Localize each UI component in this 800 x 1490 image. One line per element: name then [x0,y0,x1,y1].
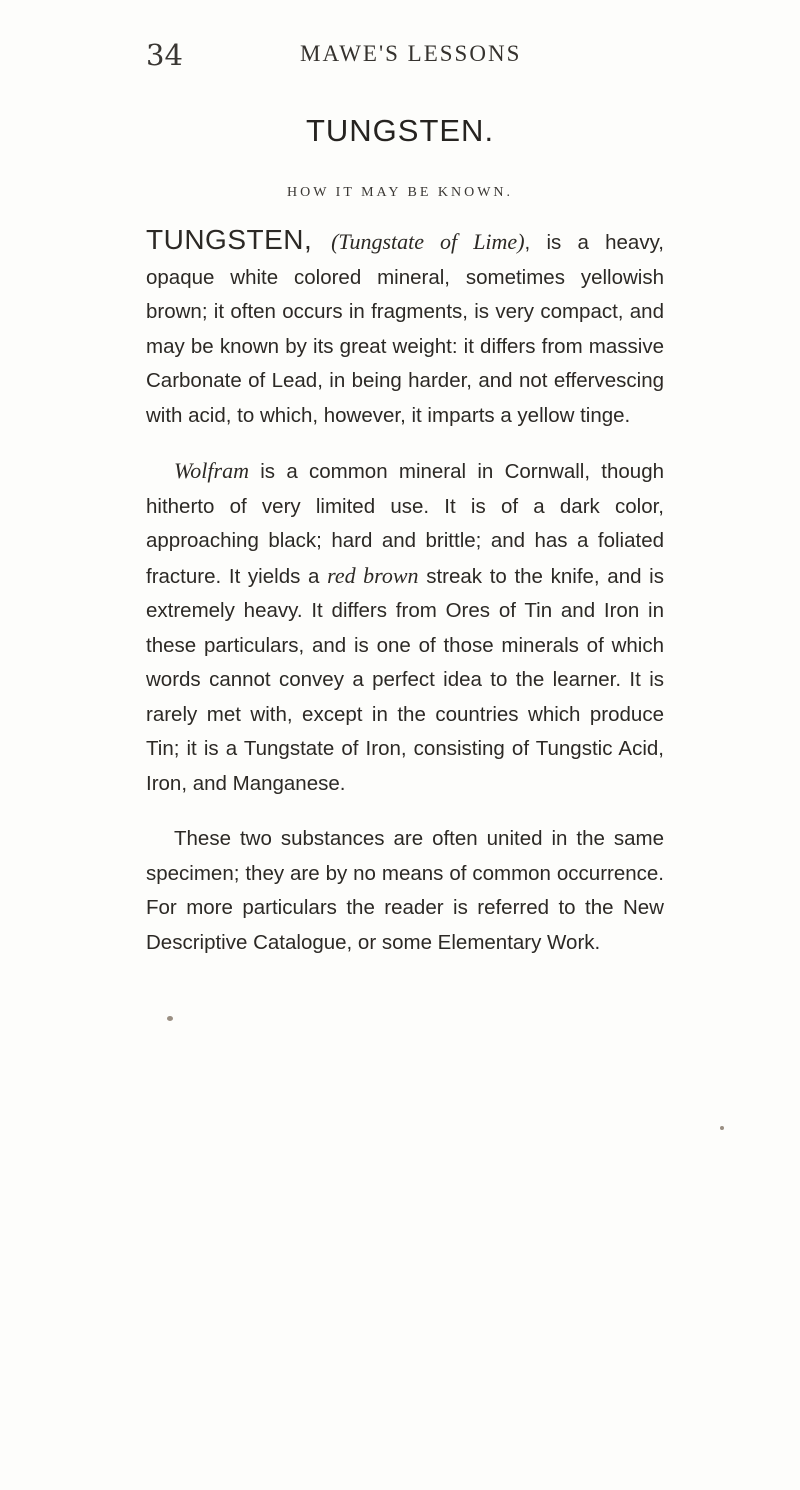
running-head: MAWE'S LESSONS [300,41,522,66]
section-subtitle: HOW IT MAY BE KNOWN. [286,185,514,200]
ink-spot [720,1126,724,1130]
paragraph-text: These two substances are often united in the same specimen; they are by no means of common occurrence. For more particulars the reader is referred to the New Descriptive Catalogue, or some Elementary Work. [146,827,664,954]
paragraph-tungsten [146,223,664,433]
italic-term: red brown [327,562,419,588]
paragraph-text: , is a heavy, opaque white colored mineral, sometimes yellowish brown; it often occurs in fragments, is very compact, and may be known by its great weight: it differs from massive Carbonate of Lead, in being harder, and not effervescing with acid, to which, however, it imparts a yellow tinge. [146,231,665,427]
italic-term: Wolfram [174,458,249,483]
paragraph-text: is a common mineral in Cornwall, though hitherto of very limited use. It is of a dark color, approaching black; hard and brittle; and has a foliated fracture. It yields a [146,460,664,588]
paragraph-text: streak to the knife, and is extremely heavy. It differs from Ores of Tin and Iron in these particulars, and is one of those minerals of which words cannot convey a perfect idea to the learner. It is rarely met with, except in the countries which produce Tin; it is a Tungstate of Iron, consisting of Tungstic Acid, Iron, and Manganese. [146,564,664,795]
page-number: 34 [146,38,183,72]
body-text [146,223,664,960]
paragraph-wolfram [146,454,664,801]
ink-spot [167,1016,173,1021]
paragraph-summary [146,822,664,960]
section-title: TUNGSTEN. [305,113,495,148]
italic-term: (Tungstate of Lime) [331,229,525,254]
lead-word: TUNGSTEN, [146,224,332,255]
